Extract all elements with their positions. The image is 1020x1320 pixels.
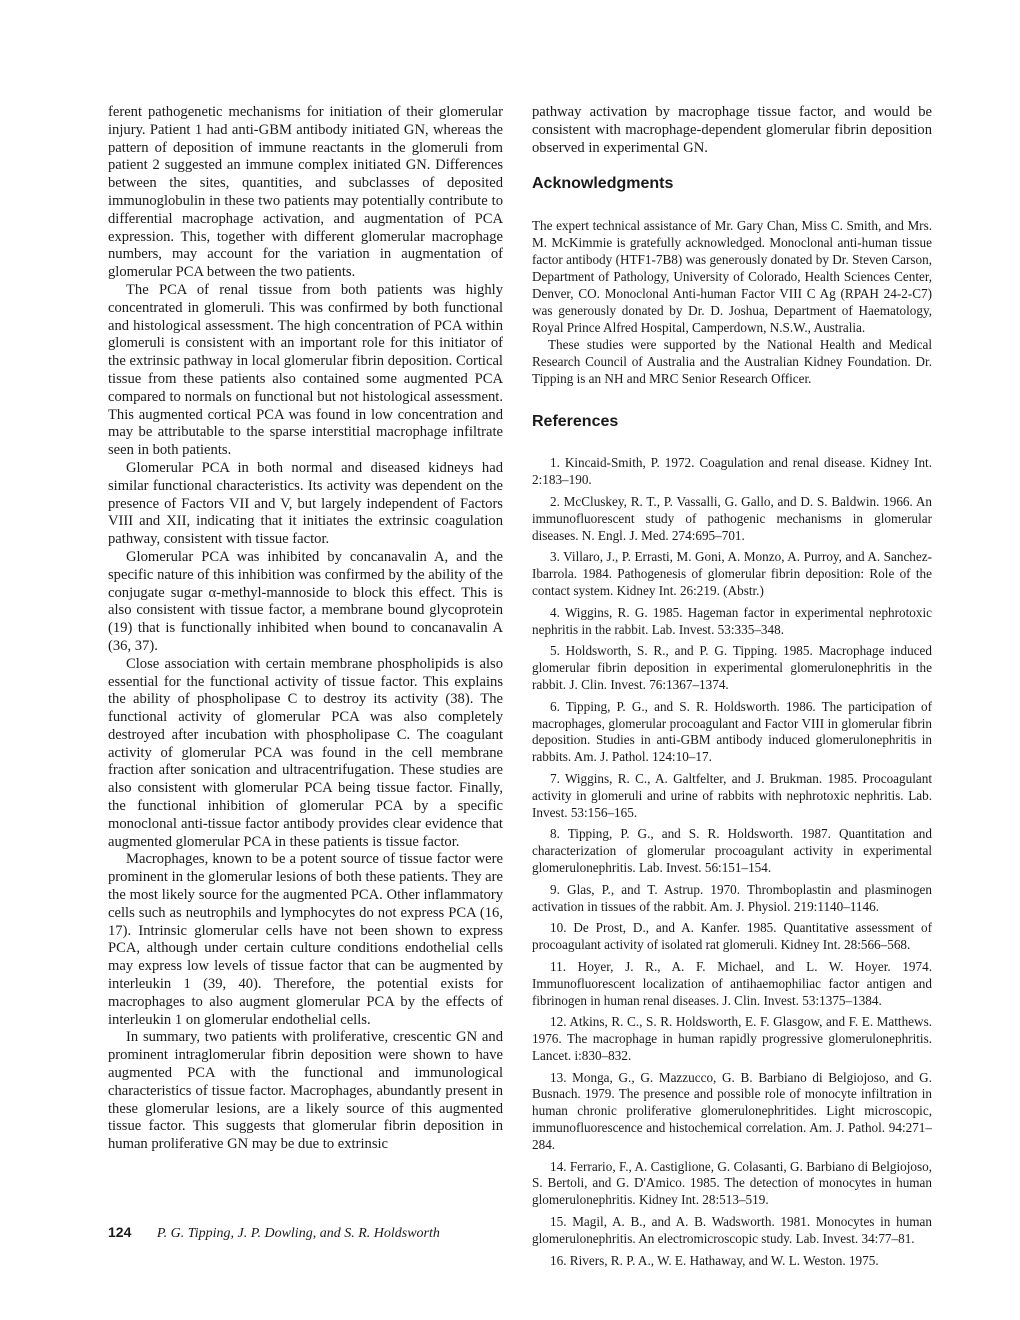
acknowledgments-heading: Acknowledgments bbox=[532, 175, 674, 193]
reference-item: 6. Tipping, P. G., and S. R. Holdsworth. 1986. The participation of macrophages, glomerular procoagulant and Factor VIII in glomerular fibrin deposition. Studies in anti-GBM antibody induced glomerulonephritis in rabbits. Am. J. Pathol. 124:10–17. bbox=[532, 698, 932, 765]
body-paragraph: Macrophages, known to be a potent source of tissue factor were prominent in the glomerular lesions of both these patients. They are the most likely source for the augmented PCA. Other inflammatory cells such as neutrophils and lymphocytes do not express PCA (16, 17). Intrinsic glomerular cells have not been shown to express PCA, although under certain culture conditions endothelial cells may express low levels of tissue factor that can be augmented by interleukin 1 (39, 40). Therefore, the potential exists for macrophages to also augment glomerular PCA by the effects of interleukin 1 on glomerular endothelial cells. bbox=[108, 851, 503, 1028]
acknowledgments-paragraph: These studies were supported by the National Health and Medical Research Council of Australia and the Australian Kidney Foundation. Dr. Tipping is an NH and MRC Senior Research Officer. bbox=[532, 337, 932, 387]
reference-item: 5. Holdsworth, S. R., and P. G. Tipping. 1985. Macrophage induced glomerular fibrin deposition in experimental glomerulonephritis in the rabbit. J. Clin. Invest. 76:1367–1374. bbox=[532, 643, 932, 692]
reference-item: 9. Glas, P., and T. Astrup. 1970. Thromboplastin and plasminogen activation in tissues of the rabbit. Am. J. Physiol. 219:1140–1146. bbox=[532, 881, 932, 914]
reference-item: 13. Monga, G., G. Mazzucco, G. B. Barbiano di Belgiojoso, and G. Busnach. 1979. The presence and possible role of monocyte infiltration in human chronic proliferative glomerulonephritides. Light microscopic, immunofluorescence and histochemical correlation. Am. J. Pathol. 94:271–284. bbox=[532, 1069, 932, 1152]
right-column bbox=[532, 104, 932, 1274]
body-paragraph: Glomerular PCA was inhibited by concanavalin A, and the specific nature of this inhibition was confirmed by the ability of the conjugate sugar α-methyl-mannoside to block this effect. This is also consistent with tissue factor, a membrane bound glycoprotein (19) that is functionally inhibited when bound to concanavalin A (36, 37). bbox=[108, 548, 503, 654]
reference-item: 8. Tipping, P. G., and S. R. Holdsworth. 1987. Quantitation and characterization of glomerular procoagulant activity in experimental glomerulonephritis. Lab. Invest. 56:151–154. bbox=[532, 826, 932, 875]
page-number: 124 bbox=[108, 1224, 132, 1240]
left-column bbox=[108, 104, 503, 1154]
references-heading: References bbox=[532, 413, 619, 431]
body-paragraph: Glomerular PCA in both normal and diseased kidneys had similar functional characteristics. Its activity was dependent on the presence of Factors VII and V, but largely independent of Factors VIII and XII, indicating that it initiates the extrinsic coagulation pathway, consistent with tissue factor. bbox=[108, 459, 503, 548]
reference-item: 3. Villaro, J., P. Errasti, M. Goni, A. Monzo, A. Purroy, and A. Sanchez-Ibarrola. 1984. Pathogenesis of glomerular fibrin deposition: Role of the contact system. Kidney Int. 26:219. (Abstr.) bbox=[532, 549, 932, 598]
reference-item: 4. Wiggins, R. G. 1985. Hageman factor in experimental nephrotoxic nephritis in the rabbit. Lab. Invest. 53:335–348. bbox=[532, 604, 932, 637]
body-paragraph: The PCA of renal tissue from both patients was highly concentrated in glomeruli. This was confirmed by both functional and histological assessment. The high concentration of PCA within glomeruli is consistent with an important role for this initiator of the extrinsic pathway in local glomerular fibrin deposition. Cortical tissue from these patients also contained some augmented PCA compared to normals on functional but not histological assessment. This augmented cortical PCA was found in low concentration and may be attributable to the sparse interstitial macrophage infiltrate seen in both patients. bbox=[108, 281, 503, 459]
body-paragraph: Close association with certain membrane phospholipids is also essential for the functional activity of tissue factor. This explains the ability of phospholipase C to destroy its activity (38). The functional activity of glomerular PCA was also completely destroyed after incubation with phospholipase C. The coagulant activity of glomerular PCA was found in the cell membrane fraction after sonication and ultracentrifugation. These studies are also consistent with glomerular PCA being tissue factor. Finally, the functional inhibition of glomerular PCA by a specific monoclonal anti-tissue factor antibody provides clear evidence that augmented glomerular PCA in these patients is tissue factor. bbox=[108, 655, 503, 850]
reference-item: 12. Atkins, R. C., S. R. Holdsworth, E. F. Glasgow, and F. E. Matthews. 1976. The macrophage in human rapidly progressive glomerulonephritis. Lancet. i:830–832. bbox=[532, 1014, 932, 1063]
body-paragraph: In summary, two patients with proliferative, crescentic GN and prominent intraglomerular fibrin deposition were shown to have augmented PCA with the functional and immunological characteristics of tissue factor. Macrophages, abundantly present in these glomerular lesions, are a likely source of this augmented tissue factor. This suggests that glomerular fibrin deposition in human proliferative GN may be due to extrinsic bbox=[108, 1029, 503, 1153]
references-list bbox=[532, 455, 932, 1269]
continuation-paragraph: pathway activation by macrophage tissue factor, and would be consistent with macrophage-dependent glomerular fibrin deposition observed in experimental GN. bbox=[532, 104, 932, 156]
acknowledgments-paragraph: The expert technical assistance of Mr. Gary Chan, Miss C. Smith, and Mrs. M. McKimmie is gratefully acknowledged. Monoclonal anti-human tissue factor antibody (HTF1-7B8) was generously donated by Dr. Steven Carson, Department of Pathology, University of Colorado, Health Sciences Center, Denver, CO. Monoclonal Anti-human Factor VIII C Ag (RPAH 24-2-C7) was generously donated by Dr. D. Joshua, Department of Haematology, Royal Prince Alfred Hospital, Camperdown, N.S.W., Australia. bbox=[532, 218, 932, 336]
page-footer bbox=[108, 1224, 440, 1242]
reference-item: 1. Kincaid-Smith, P. 1972. Coagulation and renal disease. Kidney Int. 2:183–190. bbox=[532, 455, 932, 488]
reference-item: 10. De Prost, D., and A. Kanfer. 1985. Quantitative assessment of procoagulant activity of isolated rat glomeruli. Kidney Int. 28:566–568. bbox=[532, 920, 932, 953]
reference-item: 2. McCluskey, R. T., P. Vassalli, G. Gallo, and D. S. Baldwin. 1966. An immunofluorescent study of pathogenic mechanisms in glomerular diseases. N. Engl. J. Med. 274:695–701. bbox=[532, 493, 932, 543]
footer-authors: P. G. Tipping, J. P. Dowling, and S. R. Holdsworth bbox=[156, 1226, 440, 1241]
reference-item: 16. Rivers, R. P. A., W. E. Hathaway, and W. L. Weston. 1975. bbox=[550, 1252, 879, 1268]
reference-item: 14. Ferrario, F., A. Castiglione, G. Colasanti, G. Barbiano di Belgiojoso, S. Bertoli, and G. D'Amico. 1985. The detection of monocytes in human glomerulonephritis. Kidney Int. 28:513–519. bbox=[532, 1158, 932, 1208]
reference-item: 15. Magil, A. B., and A. B. Wadsworth. 1981. Monocytes in human glomerulonephritis. An electromicroscopic study. Lab. Invest. 34:77–81. bbox=[532, 1214, 932, 1246]
reference-item: 11. Hoyer, J. R., A. F. Michael, and L. W. Hoyer. 1974. Immunofluorescent localization of antihaemophiliac factor antigen and fibrinogen in human renal diseases. J. Clin. Invest. 53:1375–1384. bbox=[532, 958, 932, 1008]
reference-item: 7. Wiggins, R. C., A. Galtfelter, and J. Brukman. 1985. Procoagulant activity in glomeruli and urine of rabbits with nephrotoxic nephritis. Lab. Invest. 53:156–165. bbox=[532, 770, 932, 820]
body-paragraph: ferent pathogenetic mechanisms for initiation of their glomerular injury. Patient 1 had anti-GBM antibody initiated GN, whereas the pattern of deposition of immune reactants in the glomeruli from patient 2 suggested an immune complex initiated GN. Differences between the sites, quantities, and subclasses of deposited immunoglobulin in these two patients may potentially contribute to differential macrophage activation, and augmentation of PCA expression. This, together with different glomerular macrophage numbers, may account for the variation in augmentation of glomerular PCA between the two patients. bbox=[108, 104, 503, 281]
